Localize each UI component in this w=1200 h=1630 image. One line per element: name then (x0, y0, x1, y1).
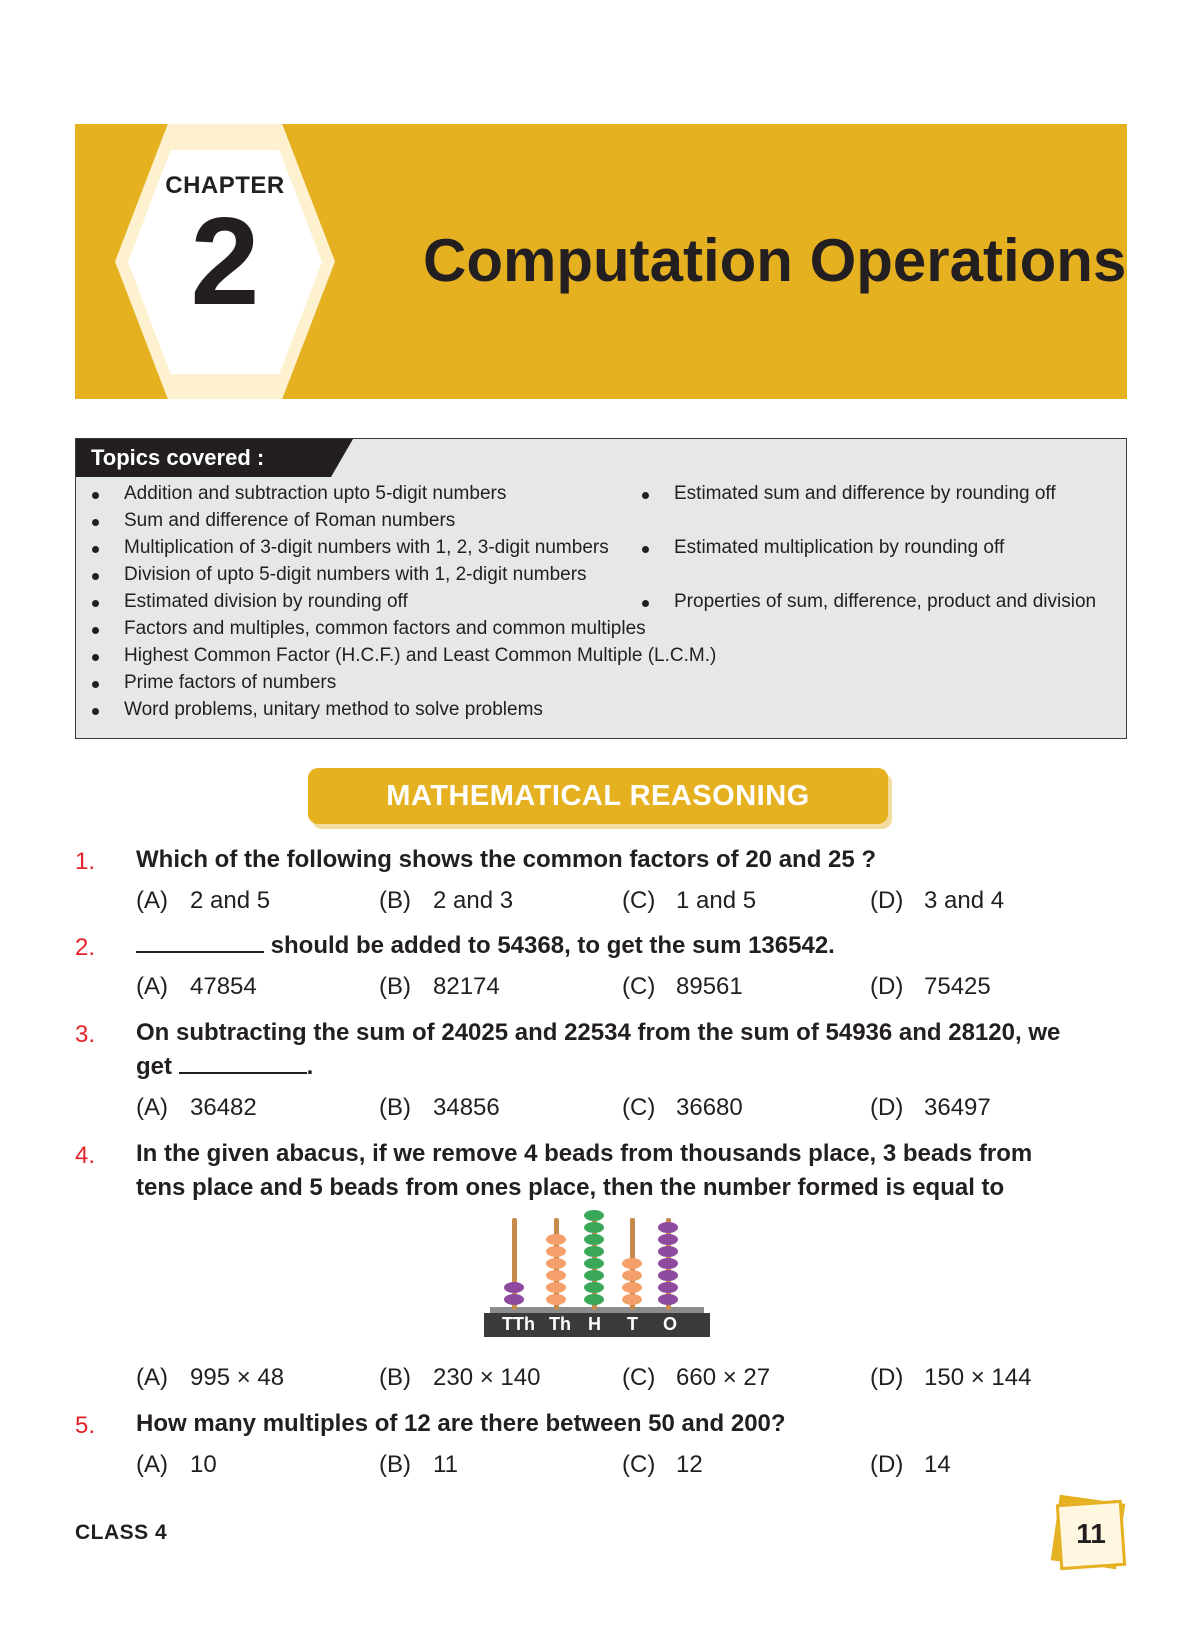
option-c[interactable]: (C) 1 and 5 (622, 887, 757, 914)
option-b[interactable]: (B) 2 and 3 (379, 887, 514, 914)
abacus-bead (658, 1270, 678, 1281)
option-a[interactable]: (A) 2 and 5 (136, 887, 271, 914)
question-number: 1. (75, 848, 96, 875)
topics-heading-edge (331, 439, 353, 477)
bullet-icon (642, 492, 649, 499)
chapter-title: Computation Operations (423, 227, 1127, 294)
bullet-icon (92, 519, 99, 526)
topic-item: Addition and subtraction upto 5-digit numbers (124, 483, 506, 505)
option-a[interactable]: (A) 47854 (136, 973, 257, 1000)
question-text: should be added to 54368, to get the sum 136542. (136, 929, 1126, 963)
bullet-icon (92, 546, 99, 553)
abacus-bead (658, 1282, 678, 1293)
topic-item: Estimated multiplication by rounding off (674, 537, 1004, 559)
abacus-bead (546, 1258, 566, 1269)
option-d[interactable]: (D) 75425 (870, 973, 991, 1000)
topic-item: Estimated division by rounding off (124, 591, 408, 613)
topics-box (75, 438, 1127, 739)
question-text: How many multiples of 12 are there between 50 and 200? (136, 1410, 786, 1437)
bullet-icon (92, 627, 99, 634)
option-b[interactable]: (B) 34856 (379, 1094, 500, 1121)
bullet-icon (92, 492, 99, 499)
abacus-figure (484, 1218, 710, 1344)
abacus-bead (504, 1282, 524, 1293)
option-d[interactable]: (D) 3 and 4 (870, 887, 1005, 914)
option-d[interactable]: (D) 150 × 144 (870, 1364, 1032, 1391)
abacus-bead (584, 1270, 604, 1281)
option-a[interactable]: (A) 995 × 48 (136, 1364, 285, 1391)
bullet-icon (92, 573, 99, 580)
topic-item: Estimated sum and difference by rounding off (674, 483, 1056, 505)
topic-item: Word problems, unitary method to solve problems (124, 699, 543, 721)
option-d[interactable]: (D) 14 (870, 1451, 951, 1478)
question-text: Which of the following shows the common factors of 20 and 25 ? (136, 846, 877, 873)
option-b[interactable]: (B) 11 (379, 1451, 458, 1478)
chapter-banner (75, 124, 1127, 399)
abacus-bead (546, 1294, 566, 1305)
abacus-bead (658, 1222, 678, 1233)
abacus-bead (622, 1270, 642, 1281)
page-number: 11 (1076, 1518, 1106, 1549)
chapter-label: CHAPTER (165, 172, 285, 199)
bullet-icon (642, 600, 649, 607)
abacus-bead (584, 1294, 604, 1305)
section-header: MATHEMATICAL REASONING (308, 768, 888, 824)
abacus-bead (584, 1222, 604, 1233)
question-number: 2. (75, 934, 96, 961)
place-label-h: H (588, 1314, 601, 1334)
bullet-icon (92, 708, 99, 715)
question-text: On subtracting the sum of 24025 and 22534 from the sum of 54936 and 28120, we get . (136, 1019, 1061, 1080)
option-b[interactable]: (B) 82174 (379, 973, 500, 1000)
abacus-bead (584, 1282, 604, 1293)
chapter-number: 2 (190, 193, 260, 331)
question-text: In the given abacus, if we remove 4 beads from thousands place, 3 beads from tens place and 5 beads from ones place, then the number formed is equal to (136, 1140, 1033, 1201)
bullet-icon (92, 681, 99, 688)
abacus-bead (658, 1294, 678, 1305)
abacus-bead (622, 1258, 642, 1269)
abacus-bead (546, 1282, 566, 1293)
place-label-tth: TTh (502, 1314, 535, 1334)
abacus-bead (584, 1210, 604, 1221)
topic-item: Factors and multiples, common factors and common multiples (124, 618, 646, 640)
abacus-bead (584, 1258, 604, 1269)
abacus-bead (622, 1294, 642, 1305)
abacus-bead (658, 1234, 678, 1245)
abacus-bead (584, 1246, 604, 1257)
question-number: 3. (75, 1021, 96, 1048)
abacus-bead (658, 1258, 678, 1269)
abacus-bead (546, 1246, 566, 1257)
bullet-icon (92, 600, 99, 607)
option-a[interactable]: (A) 10 (136, 1451, 217, 1478)
abacus-bead (504, 1294, 524, 1305)
topic-item: Multiplication of 3-digit numbers with 1, 2, 3-digit numbers (124, 537, 609, 559)
option-a[interactable]: (A) 36482 (136, 1094, 257, 1121)
option-c[interactable]: (C) 89561 (622, 973, 743, 1000)
bullet-icon (642, 546, 649, 553)
topic-item: Properties of sum, difference, product and division (674, 591, 1096, 613)
bullet-icon (92, 654, 99, 661)
option-b[interactable]: (B) 230 × 140 (379, 1364, 541, 1391)
question-number: 5. (75, 1412, 96, 1439)
topic-item: Prime factors of numbers (124, 672, 336, 694)
option-c[interactable]: (C) 36680 (622, 1094, 743, 1121)
place-label-t: T (627, 1314, 638, 1334)
abacus-bead (584, 1234, 604, 1245)
topic-item: Division of upto 5-digit numbers with 1, 2-digit numbers (124, 564, 587, 586)
answer-blank (179, 1050, 307, 1074)
topic-item: Sum and difference of Roman numbers (124, 510, 455, 532)
footer-class-label: CLASS 4 (75, 1521, 168, 1544)
topic-item: Highest Common Factor (H.C.F.) and Least Common Multiple (L.C.M.) (124, 645, 716, 667)
abacus-bead (546, 1270, 566, 1281)
question-number: 4. (75, 1142, 96, 1169)
abacus-bead (546, 1234, 566, 1245)
option-d[interactable]: (D) 36497 (870, 1094, 991, 1121)
topics-heading: Topics covered : (76, 439, 331, 477)
abacus-bead (622, 1282, 642, 1293)
place-label-o: O (663, 1314, 678, 1334)
answer-blank (136, 929, 264, 953)
option-c[interactable]: (C) 12 (622, 1451, 703, 1478)
abacus-bead (658, 1246, 678, 1257)
option-c[interactable]: (C) 660 × 27 (622, 1364, 771, 1391)
place-label-th: Th (549, 1314, 571, 1334)
